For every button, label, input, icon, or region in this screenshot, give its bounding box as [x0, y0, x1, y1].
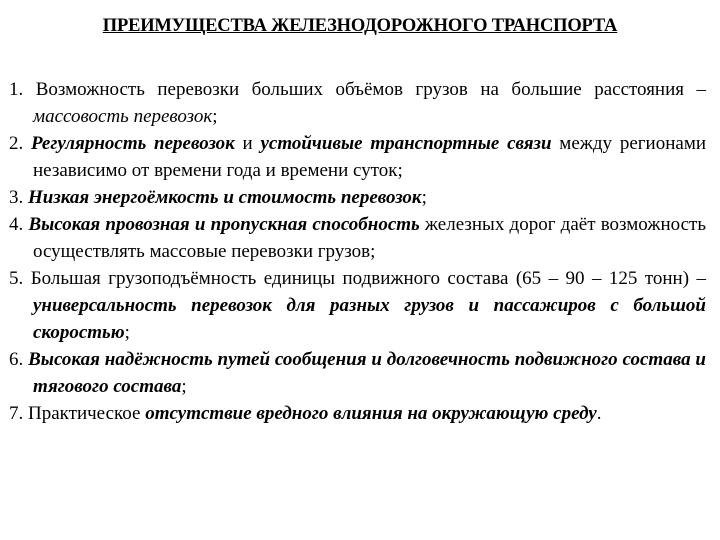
list-item-5	[9, 265, 706, 346]
item-text: .	[596, 403, 602, 424]
list-item-4	[9, 211, 706, 265]
item-emphasis: устойчивые транспортные связи	[260, 133, 552, 154]
list-item-6	[9, 346, 706, 400]
item-emphasis: Низкая энергоёмкость и стоимость перевозок	[28, 187, 422, 208]
item-text: Практическое	[23, 403, 146, 424]
item-emphasis: массовость перевозок	[33, 106, 213, 127]
item-number: 2.	[9, 133, 24, 154]
item-emphasis: отсутствие вредного влияния на окружающую среду	[145, 403, 597, 424]
item-text: ;	[212, 106, 218, 127]
item-text: между регионами независимо от времени года и времени суток;	[33, 133, 707, 181]
item-text: и	[234, 133, 261, 154]
item-text: ;	[181, 376, 187, 397]
item-number: 1.	[9, 79, 24, 100]
item-emphasis: Регулярность перевозок	[31, 133, 235, 154]
item-emphasis: Высокая провозная и пропускная способность	[28, 214, 420, 235]
item-number: 6.	[9, 349, 24, 370]
item-number: 7.	[9, 403, 24, 424]
item-text: ;	[124, 322, 130, 343]
item-text: Возможность перевозки больших объёмов грузов на большие расстояния –	[23, 79, 706, 100]
list-item-3	[9, 184, 706, 211]
list-item-7	[9, 400, 706, 427]
item-number: 5.	[9, 268, 24, 289]
item-text: железных дорог даёт возможность осуществлять массовые перевозки грузов;	[33, 214, 707, 262]
list-item-2	[9, 130, 706, 184]
item-number: 4.	[9, 214, 24, 235]
slide-title: ПРЕИМУЩЕСТВА ЖЕЛЕЗНОДОРОЖНОГО ТРАНСПОРТА	[102, 16, 618, 36]
item-text: Большая грузоподъёмность единицы подвижного состава (65 – 90 – 125 тонн) –	[23, 268, 706, 289]
item-text: ;	[421, 187, 427, 208]
list-item-1	[9, 76, 706, 130]
item-number: 3.	[9, 187, 24, 208]
item-emphasis: универсальность перевозок для разных грузов и пассажиров с большой скоростью	[33, 295, 706, 343]
advantages-list	[9, 76, 706, 427]
item-emphasis: Высокая надёжность путей сообщения и долговечность подвижного состава и тягового состава	[28, 349, 706, 397]
